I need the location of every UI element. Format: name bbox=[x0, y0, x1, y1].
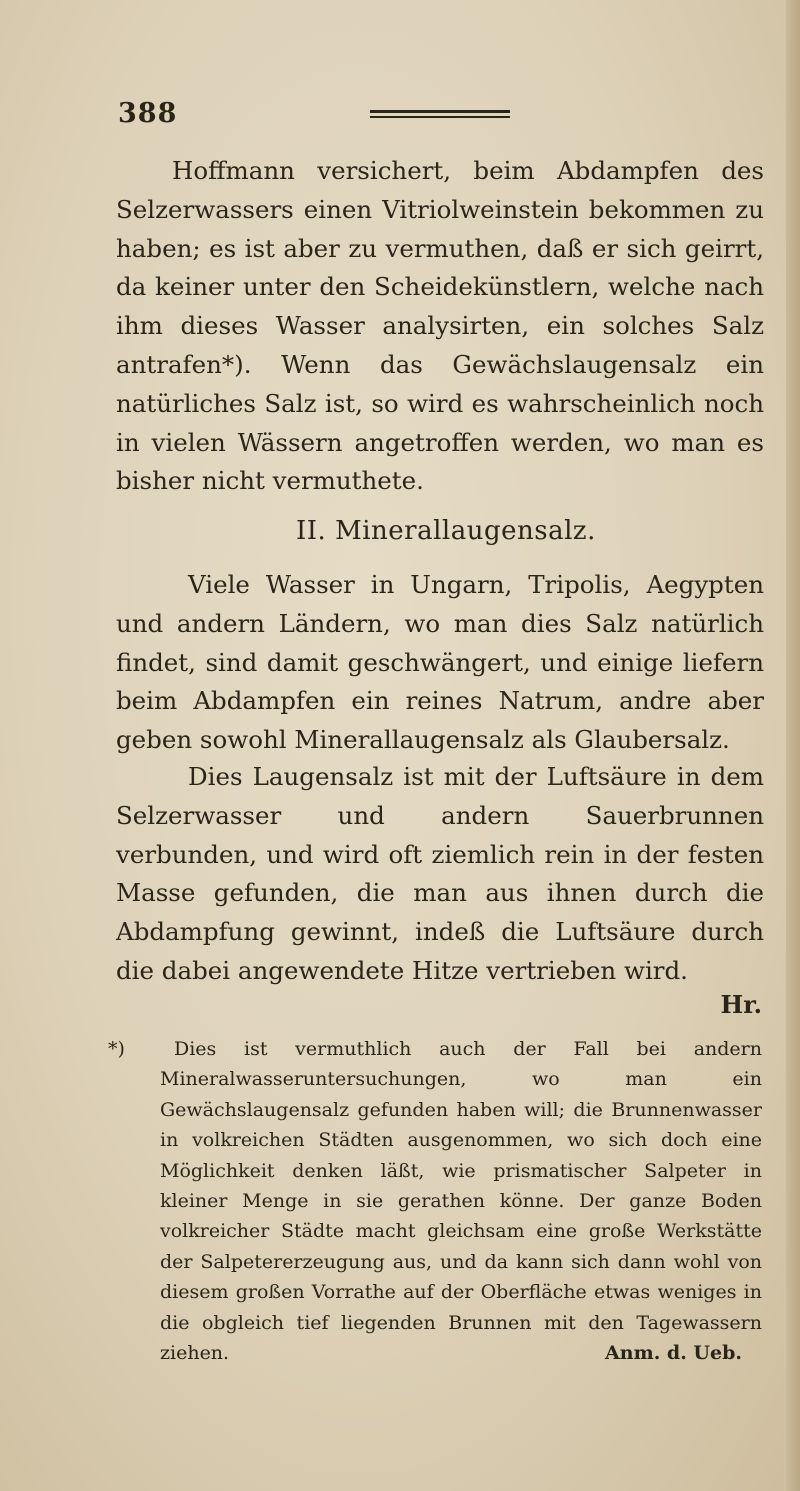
page-edge bbox=[786, 0, 800, 1491]
paragraph-text: Dies Laugensalz ist mit der Luftsäure in dem Selzerwasser und andern Sauerbrunnen verbunden, und wird oft ziemlich rein in der festen Masse gefunden, die man aus ihnen durch die Abdampfung gewinnt, indeß die Luftsäure durch die dabei angewendete Hitze vertrieben wird. bbox=[116, 762, 764, 985]
catchword: Hr. bbox=[720, 990, 762, 1019]
footnote-text: Dies ist vermuthlich auch der Fall bei andern Mineralwasseruntersuchungen, wo man ein Gewächslaugensalz gefunden haben will; die Brunnenwasser in volkreichen Städten ausgenommen, wo sich doch eine Möglichkeit denken läßt, wie prismatischer Salpeter in kleiner Menge in sie gerathen könne. Der ganze Boden volkreicher Städte macht gleichsam eine große Werkstätte der Salpetererzeugung aus, und da kann sich dann wohl von diesem großen Vorrathe auf der Oberfläche etwas weniges in die obgleich tief liegenden Brunnen mit den Tagewassern ziehen. bbox=[160, 1038, 762, 1365]
paragraph-text: Hoffmann versichert, beim Abdampfen des Selzerwassers einen Vitriolweinstein bekommen zu haben; es ist aber zu vermuthen, daß er sich geirrt, da keiner unter den Scheidekünstlern, welche nach ihm dieses Wasser analysirten, ein solches Salz antrafen*). Wenn das Gewächslaugensalz ein natürliches Salz ist, so wird es wahrscheinlich noch in vielen Wässern angetroffen werden, wo man es bisher nicht vermuthete. bbox=[116, 156, 764, 496]
paragraph-hoffmann bbox=[116, 152, 764, 501]
paragraph-viele-wasser bbox=[116, 566, 764, 760]
page-number: 388 bbox=[118, 98, 178, 129]
paragraph-laugensalz bbox=[116, 758, 764, 991]
paragraph-text: Viele Wasser in Ungarn, Tripolis, Aegypten und andern Ländern, wo man dies Salz natürlich findet, sind damit geschwängert, und einige liefern beim Abdampfen ein reines Natrum, andre aber geben sowohl Minerallaugensalz als Glaubersalz. bbox=[116, 570, 764, 755]
header-rule bbox=[370, 110, 510, 118]
footnote bbox=[108, 1034, 762, 1368]
section-heading: II. Minerallaugensalz. bbox=[296, 516, 596, 546]
footnote-signature: Anm. d. Ueb. bbox=[605, 1342, 742, 1365]
footnote-marker: *) bbox=[108, 1038, 125, 1060]
